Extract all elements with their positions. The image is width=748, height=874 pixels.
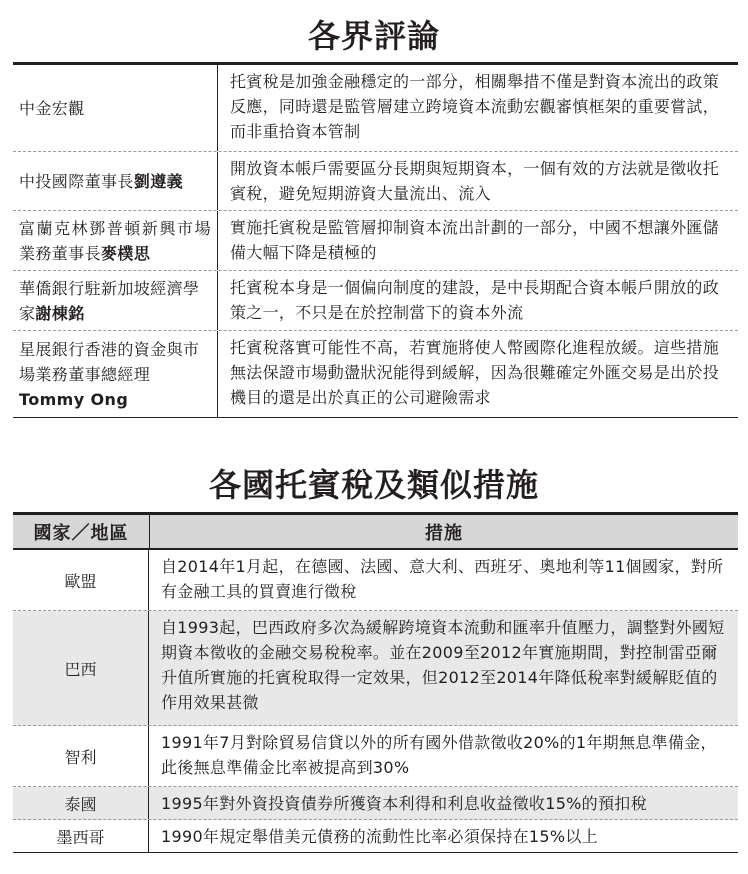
comment-text: 開放資本帳戶需要區分長期與短期資本，一個有效的方法就是徵收托賓稅，避免短期游資大量流出、流入 [230, 159, 720, 203]
commentary-row [13, 152, 738, 211]
commentary-row [13, 271, 738, 331]
region-cell: 墨西哥 [13, 820, 149, 852]
comment-text: 托賓稅是加強金融穩定的一部分，相關舉措不僅是對資本流出的政策反應，同時還是監管層建立跨境資本流動宏觀審慎框架的重要嘗試，而非重拾資本管制 [230, 72, 720, 141]
commentator-name: 劉遵義 [133, 171, 184, 191]
commentator [13, 331, 218, 417]
measure-column-header: 措施 [425, 522, 463, 544]
commentator [13, 211, 218, 270]
commentary-row [13, 65, 738, 152]
commentator-name: 麥樸思 [101, 243, 151, 263]
commentary-title: 各界評論 [307, 17, 440, 55]
commentator-org: 中投國際董事長 [19, 171, 134, 191]
measure-row [13, 787, 738, 820]
commentary-table [13, 62, 738, 418]
commentator [13, 271, 218, 330]
measure-cell: 1990年規定舉借美元債務的流動性比率必須保持在15%以上 [161, 827, 598, 846]
measures-header-row [13, 515, 738, 550]
measure-cell: 自2014年1月起，在德國、法國、意大利、西班牙、奧地利等11個國家，對所有金融工具的買賣進行徵稅 [161, 557, 724, 601]
measures-title: 各國托賓稅及類似措施 [208, 466, 539, 504]
region-cell: 泰國 [13, 787, 149, 819]
measure-cell: 1995年對外資投資債券所獲資本利得和利息收益徵收15%的預扣稅 [161, 794, 647, 813]
commentator-name: Tommy Ong [19, 389, 129, 409]
commentator-org: 華僑銀行駐新加坡經濟學家 [19, 278, 200, 323]
measure-row [13, 726, 738, 787]
measure-cell: 自1993起，巴西政府多次為緩解跨境資本流動和匯率升值壓力，調整對外國短期資本徵收的金融交易稅稅率。並在2009至2012年實施期間，對控制雷亞爾升值所實施的托賓稅取得一定效果，但2012至2014年降低稅率對緩解貶值的作用效果甚微 [161, 618, 725, 712]
commentator-name: 謝棟銘 [35, 303, 85, 323]
commentator [13, 65, 218, 151]
measures-table [13, 512, 738, 853]
region-cell: 巴西 [13, 611, 149, 725]
measure-cell: 1991年7月對除貿易信貸以外的所有國外借款徵收20%的1年期無息準備金，此後無息準備金比率被提高到30% [161, 733, 717, 777]
comment-text: 托賓稅落實可能性不高，若實施將使人幣國際化進程放緩。這些措施無法保證市場動盪狀況能得到緩解，因為很難確定外匯交易是出於投機目的還是出於真正的公司避險需求 [230, 338, 720, 407]
region-cell: 歐盟 [13, 550, 149, 610]
commentator-org: 星展銀行香港的資金與市場業務董事總經理 [19, 339, 200, 384]
comment-text: 實施托賓稅是監管層抑制資本流出計劃的一部分，中國不想讓外匯儲備大幅下降是積極的 [230, 218, 720, 262]
commentator [13, 152, 218, 210]
measure-row [13, 550, 738, 611]
commentator-org: 富蘭克林鄧普頓新興市場業務董事長 [19, 218, 211, 263]
measure-row [13, 820, 738, 852]
measure-row [13, 611, 738, 726]
commentator-org: 中金宏觀 [19, 98, 85, 118]
comment-text: 托賓稅本身是一個偏向制度的建設，是中長期配合資本帳戶開放的政策之一，不只是在於控制當下的資本外流 [230, 278, 720, 322]
commentary-row [13, 211, 738, 271]
region-cell: 智利 [13, 726, 149, 786]
region-column-header: 國家／地區 [13, 515, 150, 548]
commentary-row [13, 331, 738, 417]
